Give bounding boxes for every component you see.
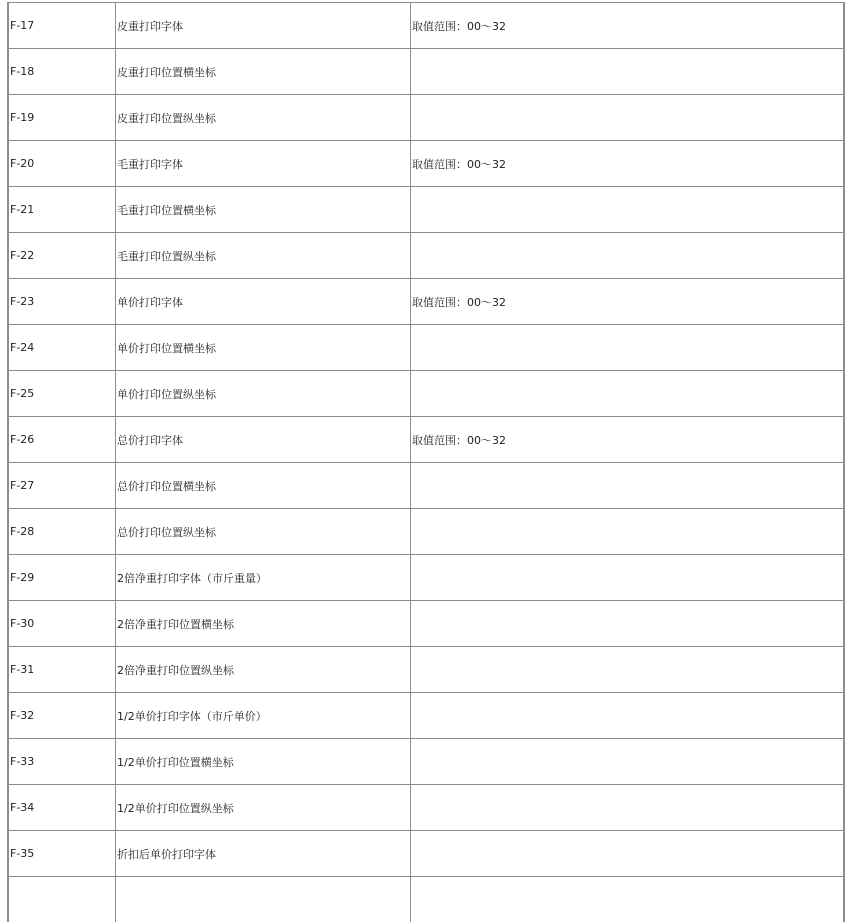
parameter-code — [9, 877, 116, 922]
parameter-note — [411, 509, 845, 554]
parameter-code: F-28 — [9, 509, 116, 554]
parameter-name: 1/2单价打印字体（市斤单价） — [116, 693, 411, 738]
table-row — [9, 876, 845, 922]
parameter-note: 取值范围：00～32 — [411, 141, 845, 186]
parameter-note — [411, 831, 845, 876]
parameter-code: F-20 — [9, 141, 116, 186]
table-row — [9, 692, 845, 738]
table-row — [9, 48, 845, 94]
table-row — [9, 738, 845, 784]
parameter-name: 2倍净重打印位置横坐标 — [116, 601, 411, 646]
parameter-note — [411, 371, 845, 416]
parameter-note — [411, 601, 845, 646]
table-row — [9, 600, 845, 646]
parameter-name: 单价打印位置纵坐标 — [116, 371, 411, 416]
parameter-name — [116, 877, 411, 922]
parameter-note: 取值范围：00～32 — [411, 417, 845, 462]
parameter-code: F-17 — [9, 3, 116, 48]
parameter-name: 折扣后单价打印字体 — [116, 831, 411, 876]
parameter-name: 1/2单价打印位置纵坐标 — [116, 785, 411, 830]
parameter-code: F-31 — [9, 647, 116, 692]
parameter-note — [411, 693, 845, 738]
table-row — [9, 278, 845, 324]
parameter-note — [411, 325, 845, 370]
parameter-note — [411, 785, 845, 830]
parameter-code: F-21 — [9, 187, 116, 232]
parameter-name: 毛重打印字体 — [116, 141, 411, 186]
table-row — [9, 784, 845, 830]
parameter-name: 总价打印位置横坐标 — [116, 463, 411, 508]
table-row — [9, 186, 845, 232]
parameter-name: 皮重打印位置纵坐标 — [116, 95, 411, 140]
parameter-note — [411, 877, 845, 922]
parameter-name: 2倍净重打印字体（市斤重量） — [116, 555, 411, 600]
parameter-note — [411, 555, 845, 600]
parameter-note — [411, 647, 845, 692]
parameter-code: F-26 — [9, 417, 116, 462]
parameter-note — [411, 463, 845, 508]
table-row — [9, 2, 845, 48]
parameter-name: 毛重打印位置纵坐标 — [116, 233, 411, 278]
table-row — [9, 830, 845, 876]
parameter-name: 单价打印位置横坐标 — [116, 325, 411, 370]
parameter-code: F-35 — [9, 831, 116, 876]
table-row — [9, 140, 845, 186]
parameter-note: 取值范围：00～32 — [411, 3, 845, 48]
parameter-code: F-32 — [9, 693, 116, 738]
parameter-code: F-18 — [9, 49, 116, 94]
table-row — [9, 94, 845, 140]
parameter-code: F-22 — [9, 233, 116, 278]
parameter-name: 总价打印字体 — [116, 417, 411, 462]
parameter-code: F-23 — [9, 279, 116, 324]
table-row — [9, 416, 845, 462]
parameter-note — [411, 49, 845, 94]
parameter-name: 总价打印位置纵坐标 — [116, 509, 411, 554]
parameter-note: 取值范围：00～32 — [411, 279, 845, 324]
parameter-code: F-29 — [9, 555, 116, 600]
table-row — [9, 554, 845, 600]
parameter-code: F-24 — [9, 325, 116, 370]
parameter-code: F-34 — [9, 785, 116, 830]
parameter-name: 单价打印字体 — [116, 279, 411, 324]
parameter-name: 皮重打印位置横坐标 — [116, 49, 411, 94]
parameter-note — [411, 739, 845, 784]
table-row — [9, 508, 845, 554]
table-row — [9, 646, 845, 692]
parameter-note — [411, 187, 845, 232]
table-row — [9, 462, 845, 508]
parameter-name: 毛重打印位置横坐标 — [116, 187, 411, 232]
parameter-table — [7, 2, 845, 922]
parameter-note — [411, 233, 845, 278]
parameter-name: 皮重打印字体 — [116, 3, 411, 48]
parameter-name: 2倍净重打印位置纵坐标 — [116, 647, 411, 692]
parameter-note — [411, 95, 845, 140]
parameter-code: F-33 — [9, 739, 116, 784]
parameter-code: F-25 — [9, 371, 116, 416]
parameter-name: 1/2单价打印位置横坐标 — [116, 739, 411, 784]
table-row — [9, 232, 845, 278]
parameter-code: F-30 — [9, 601, 116, 646]
parameter-code: F-19 — [9, 95, 116, 140]
table-row — [9, 324, 845, 370]
parameter-code: F-27 — [9, 463, 116, 508]
table-row — [9, 370, 845, 416]
